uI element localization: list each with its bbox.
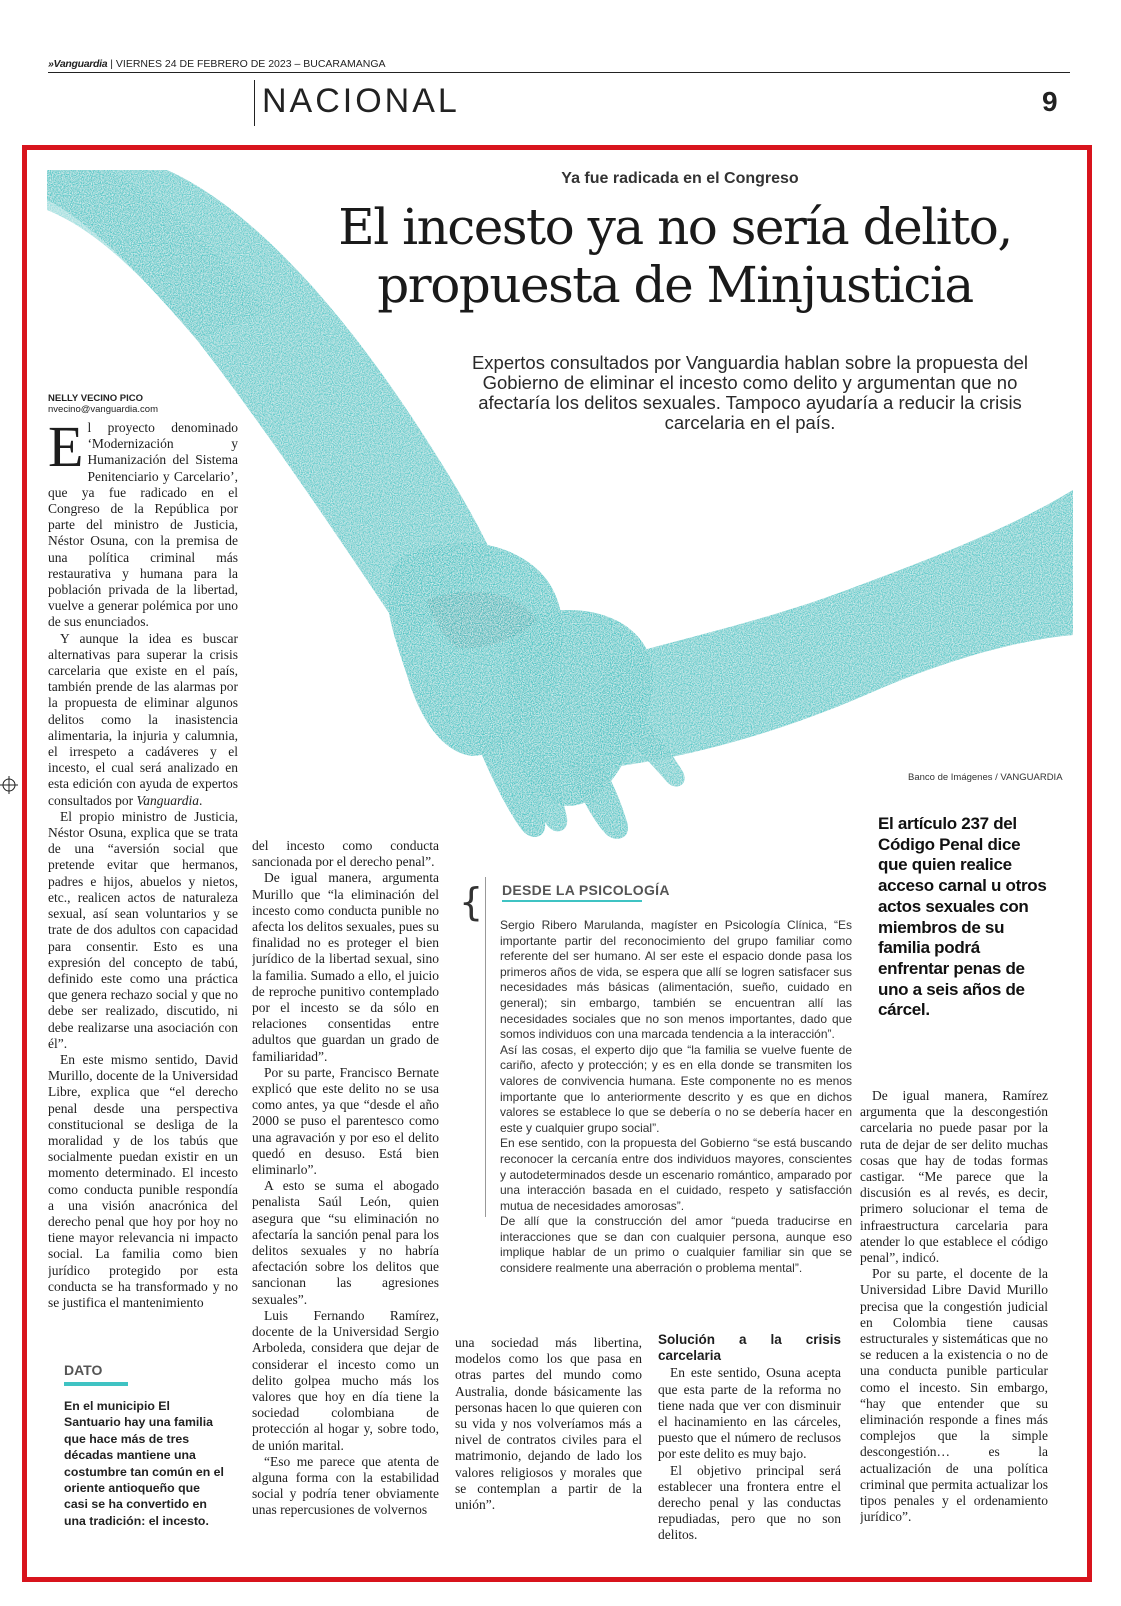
dato-box-accent xyxy=(64,1382,128,1386)
paragraph-text: Y aunque la idea es buscar alternativas para superar la crisis carcelaria que existe en el país, también prende de las alarmas por la propuesta de eliminar algunos delitos como la inasistencia alimentaria, la injuria y calumnia, el irrespeto a cadáveres y el incesto, el cual será analizado en esta edición con ayuda de expertos consultados por xyxy=(48,630,238,808)
paragraph: del incesto como conducta sancionada por el derecho penal”. xyxy=(252,838,439,870)
article-deck: Expertos consultados por Vanguardia hablan sobre la propuesta del Gobierno de eliminar el incesto como delito y argumentan que no afectaría los delitos sexuales. Tampoco ayudaría a reducir la crisis carcelaria en el país. xyxy=(471,352,1029,433)
body-column-5 xyxy=(860,1088,1048,1568)
paragraph: En ese sentido, con la propuesta del Gobierno “se está buscando reconocer la cercanía entre dos individuos mayores, conscientes y autodeterminados desde un escenario romántico, amparado por una interacción basada en el cuidado, respeto y satisfacción mutua de necesidades amorosas”. xyxy=(500,1136,852,1213)
masthead-rule xyxy=(48,72,1070,73)
body-column-1 xyxy=(48,420,238,1315)
paragraph: Por su parte, Francisco Bernate explicó que este delito no se usa como antes, ya que “desde el año 2000 se puso el parentesco como una agravación y por eso el delito quedó en desuso. Está bien eliminarlo”. xyxy=(252,1064,439,1178)
section-divider xyxy=(254,80,255,126)
dato-box-text: En el municipio El Santuario hay una familia que hace más de tres décadas mantiene una costumbre tan común en el oriente antioqueño que casi se ha convertido en una tradición: el incesto. xyxy=(64,1399,224,1528)
paragraph-text: . xyxy=(199,792,203,808)
paragraph: Así las cosas, el experto dijo que “la familia se vuelve fuente de cariño, afecto y protección; y es en ella donde se transmiten los valores de convivencia humana. Este componente no es menos importante que lo anteriormente descrito y es que en dichos valores se establece lo que se debería o no se debería hacer en este y cualquier grupo social”. xyxy=(500,1042,852,1135)
paragraph: A esto se suma el abogado penalista Saúl León, quien asegura que “su eliminación no afectaría la sanción penal para los delitos sexuales y no habría afectación sobre los delitos que sancionan las agresiones sexuales”. xyxy=(252,1178,439,1307)
masthead-dateline: | VIERNES 24 DE FEBRERO DE 2023 – BUCARAMANGA xyxy=(107,58,386,70)
paragraph: De allí que la construcción del amor “pueda traducirse en interacciones que se dan con cualquier persona, aunque eso implique hablar de un primo o cualquier familiar sin que se considere realmente una aberración o problema mental”. xyxy=(500,1214,852,1276)
author-email[interactable]: nvecino@vanguardia.com xyxy=(48,404,158,415)
paragraph: El propio ministro de Justicia, Néstor Osuna, explica que se trata de una “aversión social que pretende evitar que hermanos, padres e hijos, abuelos y nietos, etc., realicen actos de naturaleza sexual, así sean voluntarios y se trate de dos adultos con capacidad para consentir. Esto es una expresión del concepto de tabú, definido este como una práctica que genera rechazo social y que no debe ser realizado, discutido, ni debe realizarse una asociación con él”. xyxy=(48,808,238,1051)
headline-line-2: propuesta de Minjusticia xyxy=(377,256,973,314)
psychology-box-rule xyxy=(485,877,486,1217)
masthead xyxy=(48,58,386,70)
body-column-4 xyxy=(658,1332,841,1567)
psychology-box-text xyxy=(500,918,852,1318)
drop-cap: E xyxy=(48,420,84,479)
paragraph: una sociedad más libertina, modelos como los que pasa en otras partes del mundo como Australia, donde básicamente las personas hacen lo que quieren con su vida y nos volveríamos más a nivel de contratos civiles para el matrimonio, dejando de lado los valores religiosos y morales que se contemplan a partir de la unión”. xyxy=(455,1335,642,1513)
photo-credit: Banco de Imágenes / VANGUARDIA xyxy=(908,772,1063,783)
paragraph: De igual manera, argumenta Murillo que “la eliminación del incesto como conducta punible no afecta los delitos sexuales, pues su finalidad no es proteger el bien jurídico de la libertad sexual, sino la familia. Sumado a ello, el juicio de reproche punitivo contemplado por el incesto se da sólo en relaciones consentidas entre adultos que guardan un grado de familiaridad”. xyxy=(252,870,439,1064)
paragraph: En este mismo sentido, David Murillo, docente de la Universidad Libre, explica que “el derecho penal desde una perspectiva constitucional se desliga de la moralidad y de los tabús que socialmente puedan existir en un momento determinado. El incesto como conducta punible respondía a una visión anacrónica del derecho penal que hoy por hoy no tiene mayor relevancia ni impacto social. La familia como bien jurídico protegido por esta conducta se ha transformado y no se justifica el mantenimiento xyxy=(48,1051,238,1310)
headline-line-1: El incesto ya no sería delito, xyxy=(338,198,1012,256)
registration-mark-icon xyxy=(0,776,18,794)
section-title: NACIONAL xyxy=(262,82,460,120)
paragraph: De igual manera, Ramírez argumenta que la descongestión carcelaria no puede pasar por la ruta de dejar de ser delito muchas cosas que hay de todas formas castigar. “Me parece que la discusión es al revés, es decir, primero solucionar el tema de infraestructura carcelaria para atender lo que establece el código penal”, indicó. xyxy=(860,1088,1048,1266)
paragraph: Luis Fernando Ramírez, docente de la Universidad Sergio Arboleda, considera que dejar de considerar el incesto como un delito golpea mucho más los valores que hoy en día tiene la sociedad colombiana de protección al hogar y, sobre todo, de unión marital. xyxy=(252,1307,439,1453)
paragraph: Por su parte, el docente de la Universidad Libre David Murillo precisa que la congestión judicial en Colombia tiene causas estructurales y sistemáticas que no se reducen a la existencia o no de una conducta punible particular como el incesto. Sin embargo, “hay que entender que su eliminación responde a fines más complejos que la simple descongestión… es la actualización de una política criminal que permita actualizar los tipos penales y el ordenamiento jurídico”. xyxy=(860,1266,1048,1525)
subhead: Solución a la crisis carcelaria xyxy=(658,1332,841,1364)
paragraph xyxy=(48,631,238,809)
article-headline xyxy=(300,198,1050,314)
body-column-3 xyxy=(455,1335,642,1565)
paragraph-emphasis: Vanguardia xyxy=(136,792,200,808)
paragraph: En este sentido, Osuna acepta que esta parte de la reforma no tiene nada que ver con disminuir el hacinamiento en las cárceles, puesto que el número de reclusos por este delito es muy bajo. xyxy=(658,1365,841,1462)
dato-box-title: DATO xyxy=(64,1362,103,1378)
paragraph: Sergio Ribero Marulanda, magíster en Psicología Clínica, “Es importante partir del reconocimiento del grupo familiar como referente del ser humano. Al ser este el espacio donde pasa los primeros años de vida, se espera que allí se logren satisfacer sus necesidades más básicas (alimentación, sueño, cuidado en general); sin embargo, también se encuentran allí las necesidades sociales que no son menos importantes, dado que somos individuos con una marcada tendencia a la interacción”. xyxy=(500,918,852,1042)
brace-icon: { xyxy=(459,880,484,924)
author-byline: NELLY VECINO PICO xyxy=(48,393,144,404)
paragraph xyxy=(48,420,238,631)
paragraph: “Eso me parece que atenta de alguna forma con la estabilidad social y podría tener obviamente unas repercusiones de volvernos xyxy=(252,1453,439,1518)
masthead-brand: »Vanguardia xyxy=(48,58,108,70)
page-number: 9 xyxy=(1042,86,1058,117)
psychology-box-accent xyxy=(502,900,642,902)
body-column-2 xyxy=(252,838,439,1518)
pull-quote: El artículo 237 del Código Penal dice que quien realice acceso carnal u otros actos sexuales con miembros de su familia podrá enfrentar penas de uno a seis años de cárcel. xyxy=(878,814,1047,1020)
article-kicker: Ya fue radicada en el Congreso xyxy=(561,170,799,187)
paragraph-text: l proyecto denominado ‘Modernización y Humanización del Sistema Penitenciario y Carcelario’, que ya fue radicado en el Congreso de la República por parte del ministro de Justicia, Néstor Osuna, con la premisa de una política criminal más restaurativa y humana para la población privada de la libertad, vuelve a generar polémica por uno de sus enunciados. xyxy=(48,420,238,630)
paragraph: El objetivo principal será establecer una frontera entre el derecho penal y las conductas repudiadas, pero que no son delitos. xyxy=(658,1462,841,1543)
psychology-box-title: DESDE LA PSICOLOGÍA xyxy=(502,882,670,898)
